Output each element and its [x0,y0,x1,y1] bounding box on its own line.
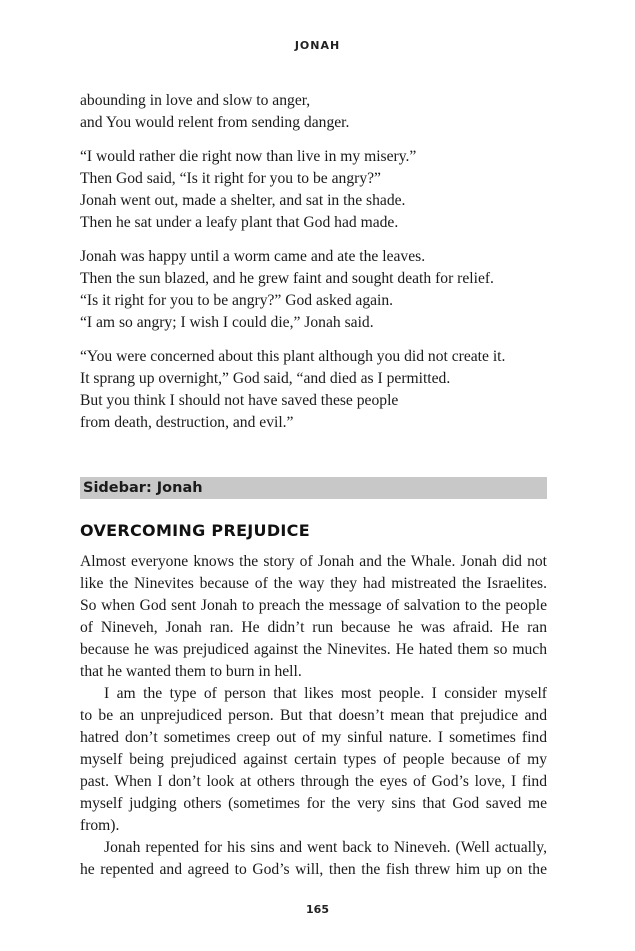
body-line: Almost everyone knows the story of Jonah and the Whale. Jonah did not [80,553,547,570]
poem-line: from death, destruction, and evil.” [80,414,294,431]
poem-stanza [80,346,550,434]
poem-stanza [80,146,550,234]
body-line: because he was prejudiced against the Ninevites. He hated them so much [80,641,547,658]
body-line: that he wanted them to burn in hell. [80,663,302,680]
body-paragraph [80,683,547,837]
body-line: like the Ninevites because of the way they had mistreated the Israelites. [80,575,547,592]
stanza-gap [80,134,550,146]
poem-line: Then he sat under a leafy plant that God had made. [80,214,399,231]
sidebar-label-bar: Sidebar: Jonah [80,477,547,499]
poem [80,90,550,434]
poem-stanza [80,246,550,334]
body-line: he repented and agreed to God’s will, then the fish threw him up on the [80,861,547,878]
poem-line: abounding in love and slow to anger, [80,92,311,109]
body-line: hatred don’t sometimes creep out of my sinful nature. I sometimes find [80,729,547,746]
poem-stanza [80,90,550,134]
poem-line: Then God said, “Is it right for you to be angry?” [80,170,381,187]
body-line: of Nineveh, Jonah ran. He didn’t run because he was afraid. He ran [80,619,547,636]
sidebar-body [80,551,547,881]
poem-line: “Is it right for you to be angry?” God asked again. [80,292,394,309]
body-line: Jonah repented for his sins and went back to Nineveh. (Well actually, [104,839,547,856]
body-line: from). [80,817,120,834]
poem-line: “You were concerned about this plant although you did not create it. [80,348,506,365]
poem-line: and You would relent from sending danger. [80,114,350,131]
page-number: 165 [306,903,329,916]
body-line: past. When I don’t look at others through the eyes of God’s love, I find [80,773,547,790]
poem-line: “I am so angry; I wish I could die,” Jonah said. [80,314,374,331]
poem-line: Then the sun blazed, and he grew faint and sought death for relief. [80,270,494,287]
stanza-gap [80,234,550,246]
body-line: I am the type of person that likes most people. I consider myself [104,685,547,702]
section-title: OVERCOMING PREJUDICE [80,521,310,540]
poem-line: But you think I should not have saved these people [80,392,399,409]
body-line: myself judging others (sometimes for the very sins that God saved me [80,795,547,812]
body-line: So when God sent Jonah to preach the message of salvation to the people [80,597,547,614]
poem-line: Jonah went out, made a shelter, and sat in the shade. [80,192,406,209]
poem-line: “I would rather die right now than live in my misery.” [80,148,417,165]
poem-line: It sprang up overnight,” God said, “and died as I permitted. [80,370,451,387]
poem-line: Jonah was happy until a worm came and ate the leaves. [80,248,426,265]
body-paragraph [80,837,547,881]
stanza-gap [80,334,550,346]
body-line: myself being prejudiced against certain types of people because of my [80,751,547,768]
body-paragraph [80,551,547,683]
running-head: JONAH [294,39,341,52]
body-line: to be an unprejudiced person. But that doesn’t mean that prejudice and [80,707,547,724]
